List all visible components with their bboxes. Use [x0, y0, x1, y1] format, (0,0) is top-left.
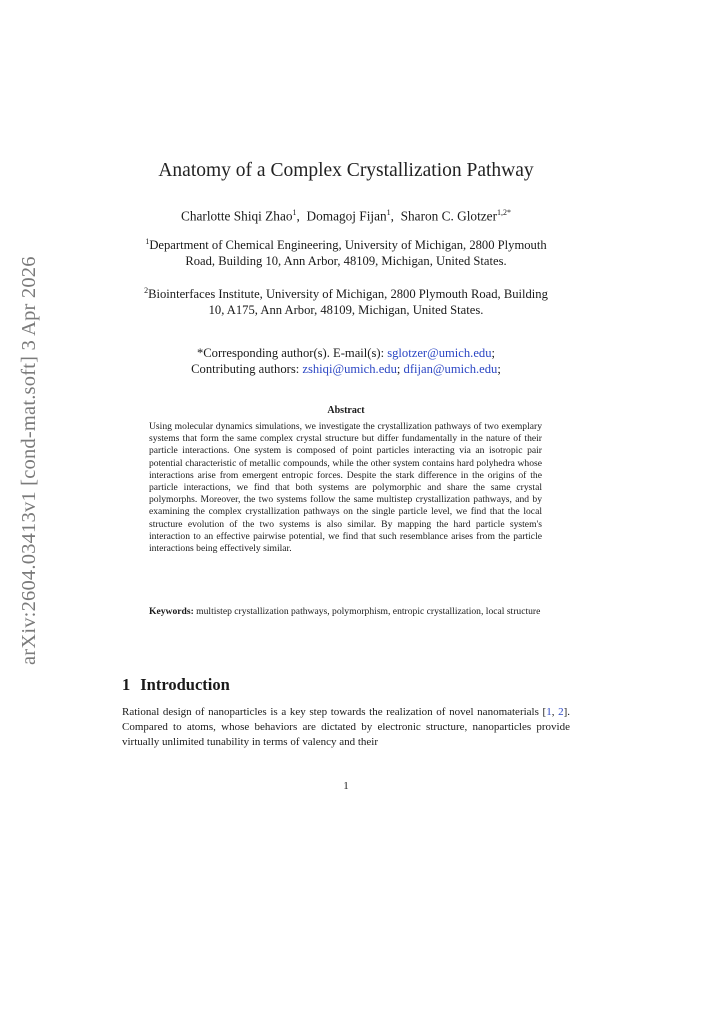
intro-paragraph	[122, 705, 570, 751]
affiliation	[140, 283, 552, 318]
keywords-text: multistep crystallization pathways, polymorphism, entropic crystallization, local structure	[193, 606, 541, 617]
author-affil-marker: 1	[386, 208, 391, 217]
author-affil-marker: 1	[292, 208, 297, 217]
section-title: Introduction	[140, 675, 230, 694]
corr-punct: ;	[491, 346, 496, 360]
keywords	[149, 606, 542, 618]
contributing-authors-line	[0, 361, 692, 377]
affiliation-text: Biointerfaces Institute, University of Michigan, 2800 Plymouth Road, Building 10, A175, Ann Arbor, 48109, Michigan, United States.	[148, 287, 548, 318]
affiliation-marker: 1	[145, 237, 150, 246]
intro-text: ]. Compared to atoms, whose behaviors are dictated by electronic structure, nanoparticles provide virtually unlimited tunability in terms of valency and their	[122, 706, 570, 749]
affiliation-text: Department of Chemical Engineering, University of Michigan, 2800 Plymouth Road, Building 10, Ann Arbor, 48109, Michigan, United States.	[149, 238, 547, 269]
abstract-heading: Abstract	[327, 405, 365, 416]
abstract-text: Using molecular dynamics simulations, we investigate the crystallization pathways of two exemplary systems that form the same complex crystal structure but differ fundamentally in the nature of their particle interactions. One system is composed of point particles interacting via an isotropic pair potential characteristic of metallic compounds, while the other system contains hard polyhedra whose interactions arise from emergent entropic forces. Despite the stark difference in the origins of the particle interactions, we find that both systems are polymorphic and share the same crystal polymorphs. Moreover, the two systems follow the same multistep crystallization pathways, and by examining the complex crystallization pathways on the single particle level, we find that the local structure evolution of the two systems is also similar. By mapping the hard particle system's interaction to an effective pairwise potential, we find that such resemblance arises from the particle interactions being effectively similar.	[149, 421, 542, 555]
author-name: Domagoj Fijan	[306, 208, 387, 224]
intro-text: Rational design of nanoparticles is a key step towards the realization of novel nanomaterials [	[122, 706, 547, 718]
section-heading	[122, 675, 230, 695]
author-affil-marker: 1,2*	[497, 208, 512, 217]
contributing-email-link[interactable]: zshiqi@umich.edu	[302, 362, 397, 376]
affiliation	[140, 234, 552, 269]
contrib-label: Contributing authors:	[191, 362, 303, 376]
affiliation-marker: 2	[144, 286, 149, 295]
citation-link[interactable]: 1	[546, 706, 552, 718]
contrib-punct: ;	[396, 362, 404, 376]
corr-label: *Corresponding author(s). E-mail(s):	[196, 346, 388, 360]
corresponding-author-line	[0, 345, 692, 361]
paper-title: Anatomy of a Complex Crystallization Pathway	[158, 160, 534, 181]
correspondence-block	[0, 345, 692, 377]
section-number: 1	[122, 675, 131, 694]
author-name: Charlotte Shiqi Zhao	[180, 208, 293, 224]
author-name: Sharon C. Glotzer	[400, 208, 498, 224]
author-list: Charlotte Shiqi Zhao$^1$, Domagoj Fijan$^1$, Sharon C. Glotzer$^{1,2*}$	[180, 208, 512, 224]
contrib-punct: ;	[497, 362, 501, 376]
citation-separator: ,	[551, 706, 559, 718]
page-number: 1	[343, 780, 349, 792]
citation-link[interactable]: 2	[558, 706, 564, 718]
corresponding-email-link[interactable]: sglotzer@umich.edu	[387, 346, 492, 360]
keywords-label: Keywords:	[149, 606, 194, 617]
contributing-email-link[interactable]: dfijan@umich.edu	[403, 362, 498, 376]
arxiv-identifier-stamp: arXiv:2604.03413v1 [cond-mat.soft] 3 Apr 2026	[18, 256, 40, 665]
